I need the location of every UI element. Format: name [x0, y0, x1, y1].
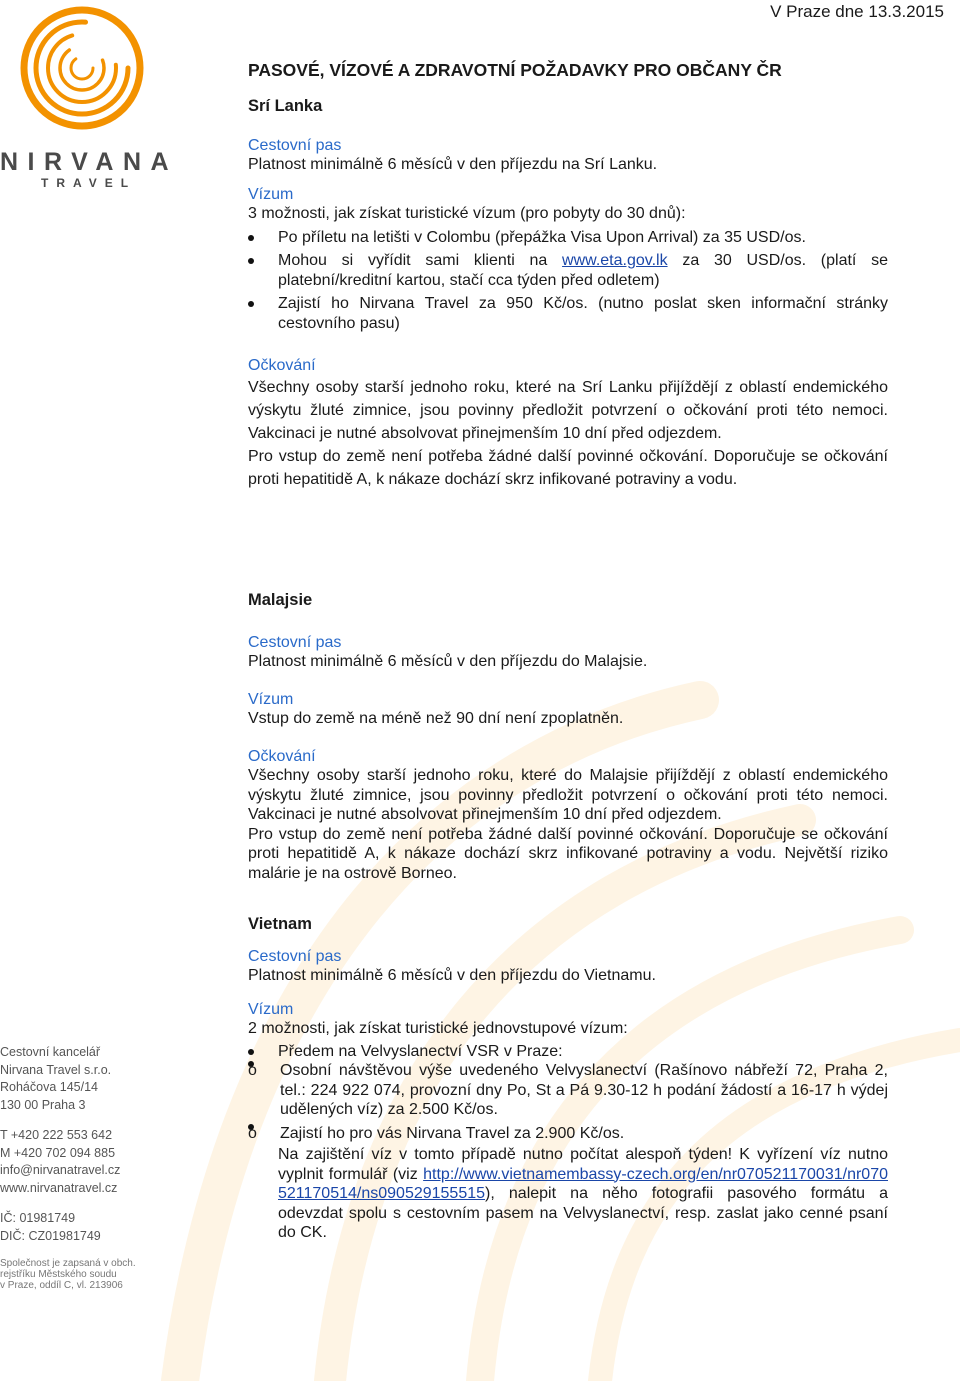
contact-line: 130 00 Praha 3	[0, 1097, 86, 1112]
contact-line: Cestovní kancelář	[0, 1045, 101, 1059]
passport-label: Cestovní pas	[248, 136, 342, 154]
contact-line: T +420 222 553 642	[0, 1128, 113, 1142]
eta-link[interactable]: www.eta.gov.lk	[562, 252, 668, 269]
contact-line: M +420 702 094 885	[0, 1145, 116, 1160]
brand-subtitle: TRAVEL	[41, 176, 137, 190]
registry-line: v Praze, oddíl C, vl. 213906	[0, 1280, 123, 1291]
company-contact	[0, 1044, 180, 1291]
contact-line: IČ: 01981749	[0, 1211, 76, 1225]
visa-intro: 2 možnosti, jak získat turistické jednovstupové vízum:	[248, 1020, 628, 1037]
section-heading: Srí Lanka	[248, 97, 323, 115]
brand-name: NIRVANA	[0, 148, 179, 176]
document-date: V Praze dne 13.3.2015	[770, 2, 944, 21]
visa-intro: 3 možnosti, jak získat turistické vízum (pro pobyty do 30 dnů):	[248, 205, 686, 222]
passport-label: Cestovní pas	[248, 947, 342, 965]
section-heading: Vietnam	[248, 915, 312, 933]
contact-line: Nirvana Travel s.r.o.	[0, 1062, 112, 1077]
visa-label: Vízum	[248, 185, 294, 203]
visa-options	[248, 1042, 888, 1243]
vaccination-label: Očkování	[248, 747, 316, 765]
section-malajsie	[248, 591, 888, 883]
vaccination-label: Očkování	[248, 357, 316, 374]
list-item	[248, 1042, 888, 1243]
visa-options	[248, 228, 888, 334]
vaccination-text: Všechny osoby starší jednoho roku, které do Malajsie přijíždějí z oblastí endemického výskytu žluté zimnice, jsou povinny předložit potvrzení o očkování proti této nemoci. Vakcinaci je nutné absolvovat přinejmenším 10 dní před odjezdem.	[248, 767, 888, 823]
embassy-link[interactable]: http://www.vietnamembassy-czech.org/en/nr070521170031/nr070521170514/ns090529155515	[278, 1165, 888, 1202]
passport-text: Platnost minimálně 6 měsíců v den příjezdu na Srí Lanku.	[248, 156, 658, 173]
contact-line: Roháčova 145/14	[0, 1080, 98, 1094]
visa-note: Na zajištění víz v tomto případě nutno počítat alespoň týden! K vyřízení víz nutno vyplnit formulář (viz http://www.vietnamembassy-czech.org/en/nr070521170031/nr070521170514/ns090529155515), nalepit na něho fotografii pasového formátu a odevzdat spolu s cestovním pasem na Velvyslanectví, resp. zaslat jako cenné psaní do CK.	[278, 1146, 888, 1241]
passport-label: Cestovní pas	[248, 633, 342, 651]
list-item-text: Předem na Velvyslanectví VSR v Praze:	[278, 1042, 563, 1060]
section-vietnam	[248, 915, 888, 1243]
vaccination-text: Pro vstup do země není potřeba žádné další povinné očkování. Doporučuje se očkování proti hepatitidě A, k nákaze dochází skrz infikované potraviny a vodu. Největší riziko malárie je na ostrově Borneo.	[248, 825, 888, 882]
visa-label: Vízum	[248, 1000, 294, 1018]
list-item: Po příletu na letišti v Colombu (přepážka Visa Upon Arrival) za 35 USD/os.	[248, 228, 888, 248]
passport-text: Platnost minimálně 6 měsíců v den příjezdu do Malajsie.	[248, 653, 648, 670]
contact-email: info@nirvanatravel.cz	[0, 1163, 121, 1177]
section-srilanka	[248, 97, 888, 491]
sub-item: o Zajistí ho pro vás Nirvana Travel za 2.900 Kč/os.	[248, 1124, 888, 1144]
registry-line: rejstříku Městského soudu	[0, 1269, 117, 1280]
list-item: Mohou si vyřídit sami klienti na www.eta.gov.lk za 30 USD/os. (platí se platební/kreditní kartou, stačí cca týden před odletem)	[248, 251, 888, 290]
section-heading: Malajsie	[248, 591, 313, 609]
passport-text: Platnost minimálně 6 měsíců v den příjezdu do Vietnamu.	[248, 967, 656, 984]
vaccination-text: Všechny osoby starší jednoho roku, které na Srí Lanku přijíždějí z oblastí endemického výskytu žluté zimnice, jsou povinny předložit potvrzení o očkování proti této nemoci. Vakcinaci je nutné absolvovat přinejmenším 10 dní před odjezdem.	[248, 378, 888, 442]
sub-options	[248, 1061, 888, 1143]
contact-web: www.nirvanatravel.cz	[0, 1180, 118, 1195]
vaccination-text: Pro vstup do země není potřeba žádné další povinné očkování. Doporučuje se očkování proti hepatitidě A, k nákaze dochází skrz infikované potraviny a vodu.	[248, 447, 888, 488]
registry-line: Společnost je zapsaná v obch.	[0, 1258, 136, 1269]
contact-line: DIČ: CZ01981749	[0, 1228, 101, 1243]
visa-label: Vízum	[248, 690, 294, 708]
list-item: Zajistí ho Nirvana Travel za 950 Kč/os. (nutno poslat sken informační stránky cestovního pasu)	[248, 294, 888, 333]
sub-item: o Osobní návštěvou výše uvedeného Velvyslanectví (Rašínovo nábřeží 72, Praha 2, tel.: 224 922 074, provozní dny Po, St a Pá 9.30-12 h podání žádostí a 16-17 h výdej udělených víz) za 2.500 Kč/os.	[248, 1061, 888, 1120]
visa-text: Vstup do země na méně než 90 dní není zpoplatněn.	[248, 710, 624, 727]
document-title: PASOVÉ, VÍZOVÉ A ZDRAVOTNÍ POŽADAVKY PRO OBČANY ČR	[248, 60, 782, 80]
